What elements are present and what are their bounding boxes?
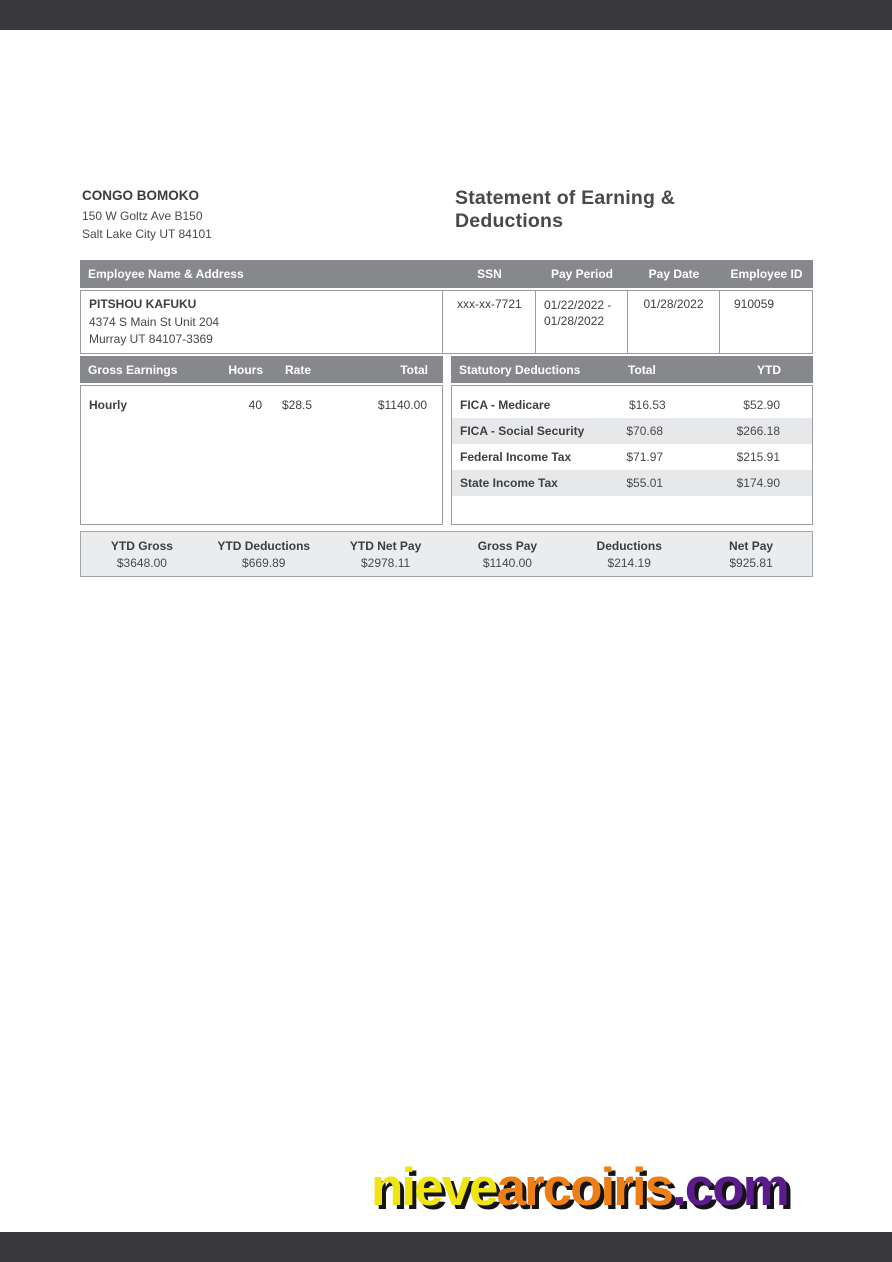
header-employee-id: Employee ID xyxy=(730,267,803,281)
deductions-panel xyxy=(451,385,813,525)
page-title: Statement of Earning & Deductions xyxy=(455,187,676,232)
deduction-label: FICA - Social Security xyxy=(460,424,585,438)
watermark-part1: nieve xyxy=(371,1158,497,1217)
summary-gross-pay xyxy=(446,539,568,570)
summary-label: YTD Deductions xyxy=(217,538,311,553)
table-row xyxy=(452,470,812,496)
deductions-header xyxy=(451,356,813,383)
header-gross-earnings: Gross Earnings xyxy=(88,362,178,377)
deductions-rows xyxy=(452,392,812,496)
statement-body xyxy=(80,385,813,525)
header-deductions-total: Total xyxy=(628,362,656,377)
deduction-ytd: $266.18 xyxy=(736,424,780,438)
deduction-total: $16.53 xyxy=(629,398,666,412)
deduction-total: $71.97 xyxy=(626,450,664,464)
deduction-label: FICA - Medicare xyxy=(460,398,551,412)
earning-rate: $28.5 xyxy=(281,398,313,412)
employee-address-line2: Murray UT 84107-3369 xyxy=(89,331,213,346)
deduction-ytd: $174.90 xyxy=(736,476,780,490)
summary-deductions xyxy=(568,539,690,570)
header-hours: Hours xyxy=(228,362,263,377)
statement-table xyxy=(80,260,813,577)
table-row xyxy=(452,444,812,470)
employee-name: PITSHOU KAFUKU xyxy=(89,297,197,311)
earnings-panel xyxy=(80,385,443,525)
summary-label: Net Pay xyxy=(729,538,774,553)
employee-address-line1: 4374 S Main St Unit 204 xyxy=(89,315,220,329)
employee-info-row xyxy=(80,290,813,354)
document-page xyxy=(0,30,892,1232)
earning-label: Hourly xyxy=(89,398,128,412)
deduction-ytd: $52.90 xyxy=(743,398,780,412)
company-address-line2: Salt Lake City UT 84101 xyxy=(82,226,212,241)
table-row xyxy=(81,392,442,418)
pay-period-line1: 01/22/2022 - xyxy=(544,298,612,312)
summary-ytd-net-pay xyxy=(325,539,447,570)
summary-value: $669.89 xyxy=(242,555,286,570)
table-row xyxy=(452,392,812,418)
header-earnings-total: Total xyxy=(400,362,428,377)
header-statutory-deductions: Statutory Deductions xyxy=(459,362,581,377)
deduction-total: $55.01 xyxy=(626,476,664,490)
summary-value: $3648.00 xyxy=(116,555,167,570)
company-name: CONGO BOMOKO xyxy=(82,188,199,203)
summary-ytd-gross xyxy=(81,539,203,570)
header-ssn: SSN xyxy=(477,267,502,281)
summary-label: YTD Gross xyxy=(110,538,173,553)
summary-ytd-deductions xyxy=(203,539,325,570)
deduction-total: $70.68 xyxy=(626,424,664,438)
site-watermark xyxy=(371,1158,788,1218)
summary-label: Gross Pay xyxy=(477,538,538,553)
summary-label: Deductions xyxy=(596,538,662,553)
employee-pay-date: 01/28/2022 xyxy=(627,291,719,353)
header-employee-name-address: Employee Name & Address xyxy=(88,267,244,281)
header-rate: Rate xyxy=(284,362,311,377)
watermark-part2: arcoiris xyxy=(496,1158,673,1217)
earnings-header xyxy=(80,356,443,383)
summary-label: YTD Net Pay xyxy=(349,538,422,553)
header-pay-period: Pay Period xyxy=(550,267,614,281)
pay-period-line2: 01/28/2022 xyxy=(544,314,605,328)
employee-pay-period xyxy=(535,291,627,353)
summary-value: $2978.11 xyxy=(360,555,411,570)
watermark-part3: .com xyxy=(672,1158,788,1217)
header-deductions-ytd: YTD xyxy=(757,362,781,377)
employee-header-row xyxy=(80,260,813,288)
summary-value: $214.19 xyxy=(607,555,651,570)
employee-ssn: xxx-xx-7721 xyxy=(442,291,535,353)
deduction-label: State Income Tax xyxy=(460,476,558,490)
deduction-label: Federal Income Tax xyxy=(460,450,572,464)
company-block xyxy=(82,188,212,243)
section-header-row xyxy=(80,356,813,383)
summary-value: $1140.00 xyxy=(482,555,532,570)
employee-id: 910059 xyxy=(719,291,812,353)
summary-net-pay xyxy=(690,539,812,570)
earning-total: $1140.00 xyxy=(377,398,427,412)
employee-name-address-cell xyxy=(81,291,442,353)
table-row xyxy=(452,418,812,444)
summary-value: $925.81 xyxy=(729,555,773,570)
earning-hours: 40 xyxy=(248,398,262,412)
totals-summary-row xyxy=(80,531,813,577)
header-pay-date: Pay Date xyxy=(648,267,700,281)
deduction-ytd: $215.91 xyxy=(736,450,780,464)
company-address-line1: 150 W Goltz Ave B150 xyxy=(82,209,203,223)
